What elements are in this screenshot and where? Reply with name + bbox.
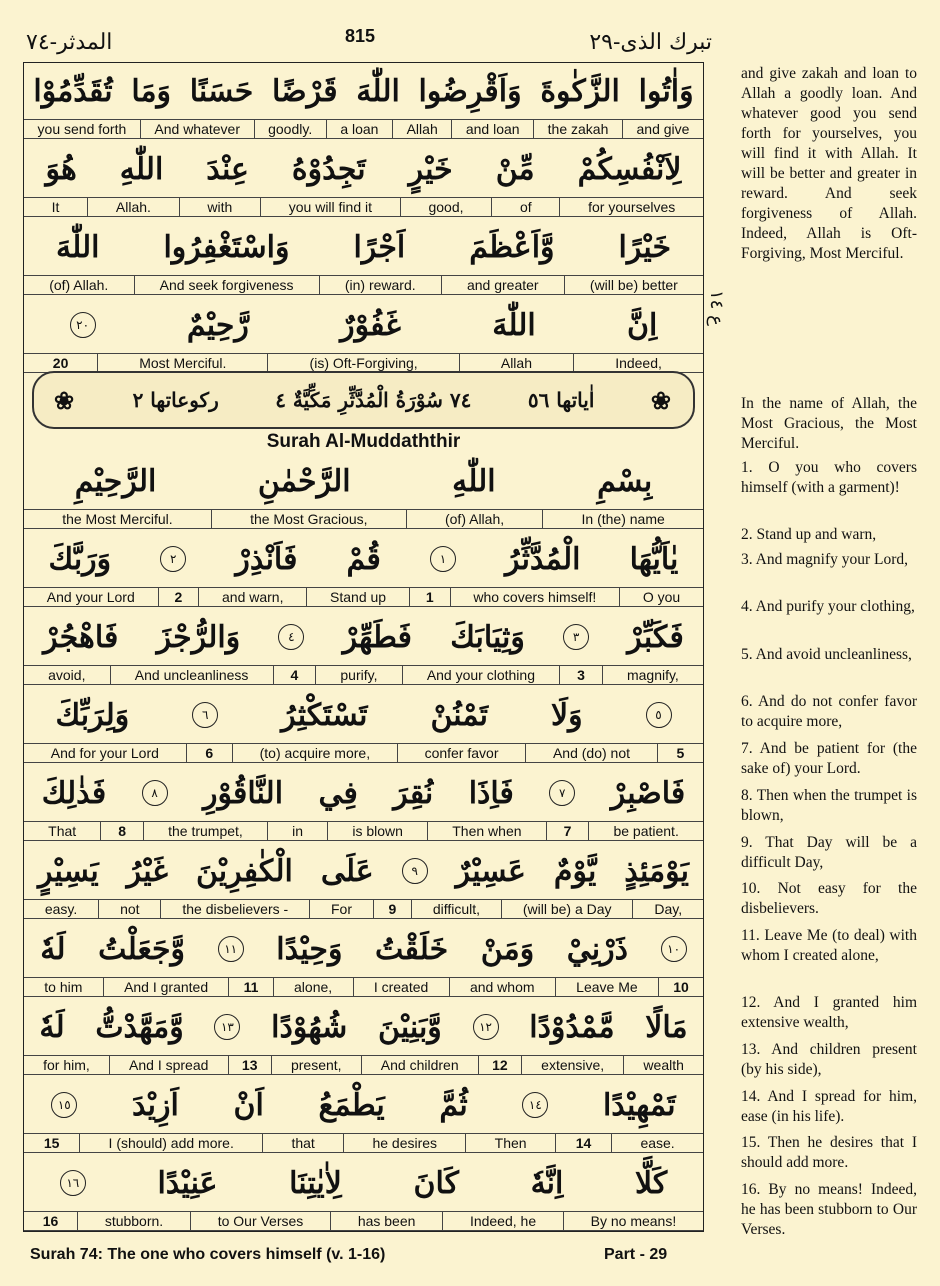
arabic-word: فَذٰلِكَ xyxy=(41,775,107,811)
arabic-line xyxy=(24,141,703,197)
english-paragraph: 9. That Day will be a difficult Day, xyxy=(741,834,917,871)
arabic-word: اللّٰهَ xyxy=(492,307,536,343)
word-translation: avoid, xyxy=(48,667,86,683)
arabic-word: وَاَقْرِضُوا xyxy=(418,73,522,109)
arabic-word: وَّمَهَّدْتُّ xyxy=(95,1009,184,1045)
banner-right: اٰياتها ٥٦ xyxy=(527,388,595,412)
word-translation: 6 xyxy=(186,744,232,762)
word-translation: 10 xyxy=(658,978,703,996)
arabic-line xyxy=(24,765,703,821)
verse-block xyxy=(24,63,703,139)
arabic-word: عَلَى xyxy=(320,853,374,889)
arabic-word: عَسِيْرٌ xyxy=(455,853,526,889)
verse-number-marker: ١١ xyxy=(218,936,244,962)
word-translation: And your clothing xyxy=(402,666,560,684)
arabic-word: خَلَقْتُ xyxy=(375,931,449,967)
verse-number-marker: ٩ xyxy=(402,858,428,884)
word-translation: goodly. xyxy=(254,120,326,138)
word-translation: By no means! xyxy=(563,1212,703,1230)
word-translation: you will find it xyxy=(260,198,400,216)
verse-block xyxy=(24,609,703,685)
verse-block xyxy=(24,921,703,997)
verse-block xyxy=(24,453,703,529)
word-translation: And I granted xyxy=(103,978,229,996)
arabic-word: خَيْرًا xyxy=(618,229,671,265)
word-translation: 12 xyxy=(478,1056,521,1074)
word-translation: (to) acquire more, xyxy=(232,744,397,762)
page-footer xyxy=(0,1246,940,1268)
verse-block xyxy=(24,297,703,373)
verse-block xyxy=(24,1077,703,1153)
verse-number-marker: ٨ xyxy=(142,780,168,806)
translation-row xyxy=(24,1055,703,1075)
arabic-word: وَاٰتُوا xyxy=(638,73,694,109)
arabic-word: لِاٰيٰتِنَا xyxy=(289,1165,342,1201)
translation-row xyxy=(24,353,703,373)
english-paragraph: and give zakah and loan to Allah a goodly loan. And whatever good you send forth for yourselves, you will find it with Allah. It will be better and greater in reward. And seek forgiveness of Allah. Indeed, Allah is Oft-Forgiving, Most Merciful. xyxy=(741,65,917,262)
word-translation: with xyxy=(179,198,260,216)
arabic-line xyxy=(24,297,703,353)
banner-left: ركوعاتها ٢ xyxy=(132,388,219,412)
arabic-word: لِاَنْفُسِكُمْ xyxy=(577,151,682,187)
word-translation: and warn, xyxy=(198,588,306,606)
verse-number-marker: ٥ xyxy=(646,702,672,728)
english-paragraph: 7. And be patient for (the sake of) your Lord. xyxy=(741,740,917,777)
word-translation: It xyxy=(51,199,60,215)
word-translation: Allah xyxy=(459,354,573,372)
word-translation: 5 xyxy=(657,744,703,762)
verse-block xyxy=(24,999,703,1075)
english-paragraph: 4. And purify your clothing, xyxy=(741,598,915,615)
verse-number-marker: ١٠ xyxy=(661,936,687,962)
word-translation: 7 xyxy=(546,822,589,840)
footer-surah: Surah 74: The one who covers himself (v. 1-16) xyxy=(30,1246,386,1263)
quran-word-grid xyxy=(23,62,704,1232)
word-translation: Allah xyxy=(392,120,451,138)
word-translation: for him, xyxy=(43,1057,90,1073)
arabic-word: الرَّحِيْمِ xyxy=(74,463,157,499)
arabic-word: فَاِذَا xyxy=(468,775,514,811)
word-translation: 9 xyxy=(373,900,411,918)
verse-number-marker: ٣ xyxy=(563,624,589,650)
arabic-word: تَمْنُنْ xyxy=(430,697,489,733)
english-paragraph: 14. And I spread for him, ease (in his life). xyxy=(741,1088,917,1125)
word-translation: 14 xyxy=(555,1134,611,1152)
word-translation: Indeed, he xyxy=(442,1212,563,1230)
ornament-left-icon: ❀ xyxy=(54,385,77,415)
page-number: 815 xyxy=(345,26,376,46)
word-translation: that xyxy=(262,1134,343,1152)
arabic-word: اللّٰهِ xyxy=(452,463,496,499)
arabic-word: فَاَنْذِرْ xyxy=(235,541,298,577)
arabic-word: فَطَهِّرْ xyxy=(342,619,412,655)
translation-row xyxy=(24,275,703,295)
arabic-word: اَجْرًا xyxy=(353,229,406,265)
verse-block xyxy=(24,687,703,763)
arabic-line xyxy=(24,999,703,1055)
arabic-word: بِسْمِ xyxy=(597,463,653,499)
word-translation: a loan xyxy=(326,120,392,138)
verse-number-marker: ٢٠ xyxy=(70,312,96,338)
verse-block xyxy=(24,1155,703,1231)
english-paragraph: 8. Then when the trumpet is blown, xyxy=(741,787,917,824)
translation-row xyxy=(24,899,703,919)
translation-row xyxy=(24,1133,703,1153)
arabic-word: اللّٰهَ xyxy=(55,229,100,265)
word-translation: I created xyxy=(353,978,449,996)
footer-part: Part - 29 xyxy=(604,1246,668,1263)
word-translation: is blown xyxy=(327,822,427,840)
arabic-line xyxy=(24,921,703,977)
word-translation: In (the) name xyxy=(542,510,703,528)
arabic-word: عَنِيْدًا xyxy=(157,1165,218,1201)
verse-number-marker: ١ xyxy=(430,546,456,572)
word-translation: (of) Allah. xyxy=(49,277,109,293)
translation-row xyxy=(24,119,703,139)
verse-block xyxy=(24,843,703,919)
surah-banner xyxy=(32,371,695,429)
arabic-word: مَالًا xyxy=(645,1009,688,1045)
word-translation: Then xyxy=(465,1134,555,1152)
arabic-line xyxy=(24,1077,703,1133)
word-translation: ease. xyxy=(611,1134,703,1152)
ruku-mark: ع ١٤ xyxy=(706,290,727,326)
word-translation: extensive, xyxy=(521,1056,623,1074)
translation-row xyxy=(24,665,703,685)
word-translation: 11 xyxy=(228,978,272,996)
word-translation: 2 xyxy=(158,588,199,606)
arabic-line xyxy=(24,453,703,509)
word-translation: And uncleanliness xyxy=(110,666,273,684)
word-translation: confer favor xyxy=(397,744,525,762)
word-translation: Allah. xyxy=(87,198,178,216)
word-translation: Then when xyxy=(427,822,546,840)
word-translation: the Most Gracious, xyxy=(211,510,406,528)
arabic-word: خَيْرٍ xyxy=(408,151,453,187)
word-translation: And I spread xyxy=(109,1056,228,1074)
word-translation: purify, xyxy=(315,666,401,684)
word-translation: the trumpet, xyxy=(143,822,267,840)
word-translation: 1 xyxy=(409,588,450,606)
verse-number-marker: ٧ xyxy=(549,780,575,806)
arabic-word: ذَرْنِيْ xyxy=(566,931,628,967)
english-paragraph: 2. Stand up and warn, xyxy=(741,526,877,543)
arabic-word: اِنَّهٗ xyxy=(530,1165,564,1201)
arabic-line xyxy=(24,843,703,899)
arabic-word: غَيْرُ xyxy=(126,853,168,889)
surah-header-title: المدثر-٧٤ xyxy=(26,30,113,55)
verse-block xyxy=(24,765,703,841)
arabic-word: وَمَا xyxy=(131,73,172,109)
english-paragraph: 12. And I granted him extensive wealth, xyxy=(741,994,917,1031)
arabic-word: يٰاَيُّهَا xyxy=(629,541,679,577)
word-translation: for yourselves xyxy=(559,198,703,216)
arabic-word: يَطْمَعُ xyxy=(318,1087,385,1123)
arabic-word: قُمْ xyxy=(346,541,381,577)
word-translation: and greater xyxy=(441,276,564,294)
arabic-word: كَلَّا xyxy=(635,1165,668,1201)
arabic-word: مِّنْ xyxy=(495,151,535,187)
word-translation: That xyxy=(48,823,77,839)
verse-number-marker: ٢ xyxy=(160,546,186,572)
arabic-word: وَّجَعَلْتُ xyxy=(98,931,186,967)
arabic-word: تُقَدِّمُوْا xyxy=(33,73,113,109)
verse-block xyxy=(24,141,703,217)
banner-center: ٧٤ سُوْرَةُ الْمُدَّثِّرِ مَكِّيَّةٌ ٤ xyxy=(275,388,472,412)
word-translation: in xyxy=(267,822,327,840)
english-paragraph: In the name of Allah, the Most Gracious, the Most Merciful. xyxy=(741,395,917,452)
word-translation: And your Lord xyxy=(46,589,135,605)
word-translation: (in) reward. xyxy=(319,276,441,294)
word-translation: Leave Me xyxy=(555,978,658,996)
arabic-word: الْمُدَّثِّرُ xyxy=(505,541,581,577)
word-translation: 8 xyxy=(100,822,143,840)
word-translation: and give xyxy=(622,120,703,138)
word-translation: be patient. xyxy=(588,822,703,840)
word-translation: For xyxy=(309,900,373,918)
word-translation: Stand up xyxy=(306,588,409,606)
arabic-word: وَالرُّجْزَ xyxy=(156,619,241,655)
word-translation: the Most Merciful. xyxy=(62,511,173,527)
arabic-word: فَكَبِّرْ xyxy=(627,619,684,655)
translation-row xyxy=(24,509,703,529)
arabic-word: اِنَّ xyxy=(626,307,658,343)
word-translation: of xyxy=(491,198,559,216)
arabic-word: وَمَنْ xyxy=(480,931,535,967)
word-translation: magnify, xyxy=(602,666,703,684)
arabic-word: مَّمْدُوْدًا xyxy=(529,1009,615,1045)
arabic-word: حَسَنًا xyxy=(189,73,254,109)
word-translation: present, xyxy=(271,1056,361,1074)
arabic-word: يَّوْمٌ xyxy=(553,853,597,889)
arabic-word: شُهُوْدًا xyxy=(271,1009,348,1045)
arabic-word: عِنْدَ xyxy=(206,151,249,187)
arabic-word: لَهٗ xyxy=(39,1009,65,1045)
arabic-word: الرَّحْمٰنِ xyxy=(257,463,351,499)
word-translation: stubborn. xyxy=(77,1212,190,1230)
translation-row xyxy=(24,587,703,607)
english-paragraph: 16. By no means! Indeed, he has been stubborn to Our Verses. xyxy=(741,1181,917,1238)
arabic-word: الْكٰفِرِيْنَ xyxy=(195,853,293,889)
arabic-word: الزَّكٰوةَ xyxy=(540,73,620,109)
verse-number-marker: ١٦ xyxy=(60,1170,86,1196)
arabic-word: فَاهْجُرْ xyxy=(43,619,119,655)
arabic-word: وَحِيْدًا xyxy=(276,931,343,967)
word-translation: (will be) a Day xyxy=(501,900,633,918)
word-translation: O you xyxy=(619,588,703,606)
surah-title: Surah Al-Muddaththir xyxy=(266,431,461,452)
word-translation: 16 xyxy=(42,1213,59,1229)
arabic-word: يَوْمَئِذٍ xyxy=(624,853,690,889)
translation-row xyxy=(24,743,703,763)
word-translation: (is) Oft-Forgiving, xyxy=(267,354,458,372)
arabic-word: وَاسْتَغْفِرُوا xyxy=(163,229,290,265)
verse-number-marker: ١٤ xyxy=(522,1092,548,1118)
word-translation: 3 xyxy=(559,666,602,684)
english-paragraph: 5. And avoid uncleanliness, xyxy=(741,646,912,663)
word-translation: good, xyxy=(400,198,492,216)
word-translation: Day, xyxy=(632,900,703,918)
arabic-word: يَسِيْرٍ xyxy=(37,853,99,889)
arabic-word: اَنْ xyxy=(233,1087,264,1123)
verse-number-marker: ٦ xyxy=(192,702,218,728)
juz-title: تبرك الذى-٢٩ xyxy=(589,30,712,55)
arabic-word: وَّبَنِيْنَ xyxy=(378,1009,442,1045)
arabic-word: لَهٗ xyxy=(40,931,66,967)
word-translation: and whom xyxy=(449,978,555,996)
arabic-word: اَزِيْدَ xyxy=(131,1087,179,1123)
word-translation: the zakah xyxy=(533,120,622,138)
arabic-line xyxy=(24,531,703,587)
arabic-line xyxy=(24,687,703,743)
english-paragraph: 1. O you who covers himself (with a garment)! xyxy=(741,459,917,496)
arabic-word: وَّاَعْظَمَ xyxy=(469,229,555,265)
word-translation: (of) Allah, xyxy=(406,510,543,528)
arabic-line xyxy=(24,609,703,665)
word-translation: and loan xyxy=(451,120,533,138)
verse-block xyxy=(24,219,703,295)
word-translation: to him xyxy=(44,979,83,995)
arabic-word: وَلِرَبِّكَ xyxy=(55,697,130,733)
translation-row xyxy=(24,821,703,841)
translation-row xyxy=(24,197,703,217)
arabic-word: نُقِرَ xyxy=(393,775,434,811)
ornament-right-icon: ❀ xyxy=(650,385,673,415)
word-translation: to Our Verses xyxy=(190,1212,330,1230)
word-translation: who covers himself! xyxy=(450,588,620,606)
word-translation: Most Merciful. xyxy=(97,354,267,372)
arabic-word: تَسْتَكْثِرُ xyxy=(281,697,368,733)
english-paragraph: 3. And magnify your Lord, xyxy=(741,551,909,568)
english-paragraph: 13. And children present (by his side), xyxy=(741,1041,917,1078)
word-translation: 4 xyxy=(273,666,316,684)
arabic-line xyxy=(24,1155,703,1211)
arabic-word: وَثِيَابَكَ xyxy=(450,619,525,655)
arabic-word: تَمْهِيْدًا xyxy=(602,1087,676,1123)
word-translation: And children xyxy=(361,1056,478,1074)
arabic-word: كَانَ xyxy=(413,1165,459,1201)
verse-block xyxy=(24,531,703,607)
word-translation: difficult, xyxy=(411,900,501,918)
word-translation: alone, xyxy=(273,978,353,996)
page-header xyxy=(0,0,940,60)
arabic-word: فَاصْبِرْ xyxy=(610,775,686,811)
arabic-line xyxy=(24,219,703,275)
word-translation: And whatever xyxy=(140,120,254,138)
translation-row xyxy=(24,977,703,997)
arabic-word: وَرَبَّكَ xyxy=(48,541,112,577)
word-translation: the disbelievers - xyxy=(160,900,309,918)
verse-number-marker: ١٥ xyxy=(51,1092,77,1118)
word-translation: 13 xyxy=(228,1056,271,1074)
word-translation: And seek forgiveness xyxy=(134,276,319,294)
arabic-word: وَلَا xyxy=(550,697,583,733)
word-translation: has been xyxy=(330,1212,442,1230)
arabic-line xyxy=(24,63,703,119)
verse-number-marker: ١٣ xyxy=(214,1014,240,1040)
word-translation: And for your Lord xyxy=(50,745,159,761)
word-translation: you send forth xyxy=(37,121,127,137)
word-translation: And (do) not xyxy=(525,744,657,762)
verse-number-marker: ٤ xyxy=(278,624,304,650)
word-translation: I (should) add more. xyxy=(79,1134,262,1152)
word-translation: wealth xyxy=(623,1056,703,1074)
arabic-word: رَّحِيْمٌ xyxy=(186,307,249,343)
arabic-word: ثُمَّ xyxy=(439,1087,468,1123)
word-translation: 15 xyxy=(43,1135,60,1151)
arabic-word: فِي xyxy=(318,775,358,811)
arabic-word: تَجِدُوْهُ xyxy=(291,151,366,187)
arabic-word: اللّٰهِ xyxy=(119,151,164,187)
word-translation: easy. xyxy=(44,901,78,917)
word-translation: he desires xyxy=(343,1134,465,1152)
word-translation: 20 xyxy=(52,355,69,371)
english-paragraph: 11. Leave Me (to deal) with whom I created alone, xyxy=(741,927,917,964)
arabic-word: هُوَ xyxy=(45,151,77,187)
arabic-word: قَرْضًا xyxy=(272,73,338,109)
english-paragraph: 15. Then he desires that I should add more. xyxy=(741,1134,917,1171)
verse-number-marker: ١٢ xyxy=(473,1014,499,1040)
word-translation: (will be) better xyxy=(564,276,703,294)
arabic-word: اللّٰهَ xyxy=(356,73,400,109)
word-translation: not xyxy=(98,900,160,918)
english-paragraph: 6. And do not confer favor to acquire more, xyxy=(741,693,917,730)
arabic-word: النَّاقُوْرِ xyxy=(203,775,284,811)
word-translation: Indeed, xyxy=(573,354,703,372)
translation-row xyxy=(24,1211,703,1231)
english-paragraph: 10. Not easy for the disbelievers. xyxy=(741,880,917,917)
arabic-word: غَفُوْرٌ xyxy=(340,307,401,343)
